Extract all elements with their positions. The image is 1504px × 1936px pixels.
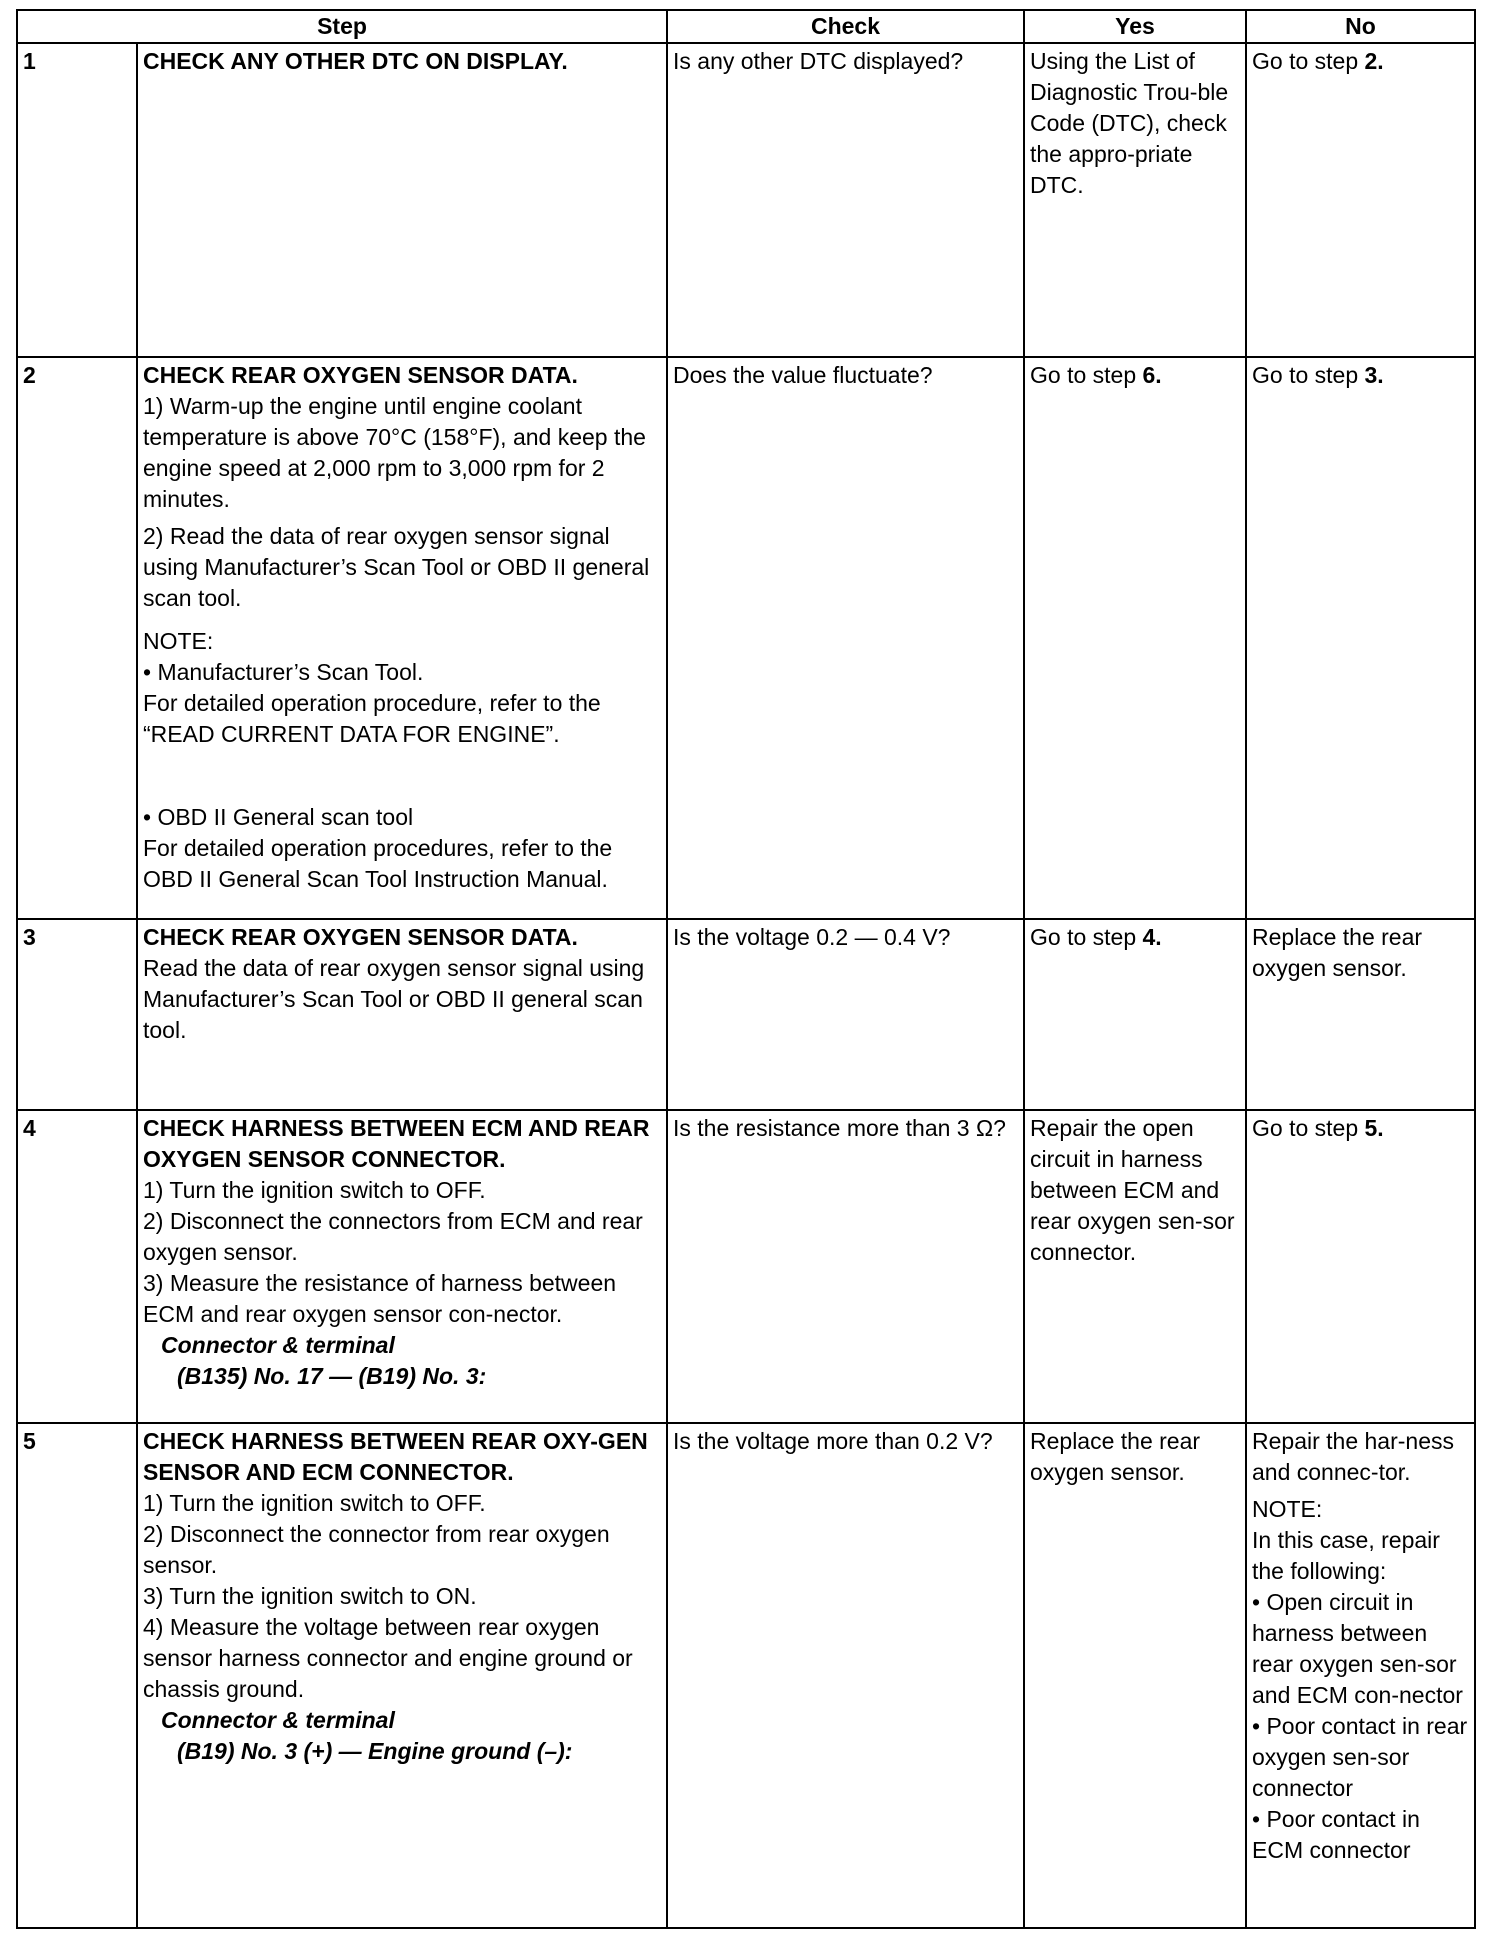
table-row (17, 1423, 1475, 1928)
connector-value: (B135) No. 17 — (B19) No. 3: (177, 1363, 487, 1389)
step-description (137, 1110, 667, 1423)
yes-text: Go to step (1030, 362, 1143, 388)
step-instruction: 2) Disconnect the connector from rear oxygen sensor. (143, 1521, 610, 1578)
step-number: 5 (17, 1423, 137, 1928)
table-row (17, 919, 1475, 1110)
step-instruction: 1) Turn the ignition switch to OFF. (143, 1177, 486, 1203)
header-step: Step (17, 10, 667, 43)
yes-cell (1024, 357, 1246, 919)
note-item-title: • OBD II General scan tool (143, 804, 414, 830)
no-step-ref: 2. (1364, 48, 1384, 74)
header-row (17, 10, 1475, 43)
yes-cell: Replace the rear oxygen sensor. (1024, 1423, 1246, 1928)
step-instruction: 1) Warm-up the engine until engine coolant temperature is above 70°C (158°F), and keep the engine speed at 2,000 rpm to 3,000 rpm for 2 minutes. (143, 393, 646, 512)
no-text: Repair the har-ness and connec-tor. (1252, 1428, 1454, 1485)
header-no: No (1246, 10, 1475, 43)
check-cell: Is the voltage more than 0.2 V? (667, 1423, 1024, 1928)
step-instruction: Read the data of rear oxygen sensor signal using Manufacturer’s Scan Tool or OBD II general scan tool. (143, 955, 645, 1043)
check-cell: Is any other DTC displayed? (667, 43, 1024, 357)
no-cell (1246, 1110, 1475, 1423)
step-title: CHECK REAR OXYGEN SENSOR DATA. (143, 924, 578, 950)
step-number: 2 (17, 357, 137, 919)
step-title: CHECK ANY OTHER DTC ON DISPLAY. (143, 48, 568, 74)
step-description (137, 357, 667, 919)
note-bullet: • Poor contact in rear oxygen sen-sor connector (1252, 1713, 1468, 1801)
note-item-text: For detailed operation procedure, refer to the “READ CURRENT DATA FOR ENGINE”. (143, 690, 601, 747)
no-cell (1246, 357, 1475, 919)
check-cell: Is the resistance more than 3 Ω? (667, 1110, 1024, 1423)
check-cell: Does the value fluctuate? (667, 357, 1024, 919)
header-check: Check (667, 10, 1024, 43)
note-item-title: • Manufacturer’s Scan Tool. (143, 659, 424, 685)
step-description (137, 43, 667, 357)
step-description (137, 919, 667, 1110)
yes-text: Go to step (1030, 924, 1143, 950)
table-row (17, 357, 1475, 919)
step-instruction: 2) Read the data of rear oxygen sensor signal using Manufacturer’s Scan Tool or OBD II general scan tool. (143, 523, 650, 611)
table-row (17, 43, 1475, 357)
step-number: 3 (17, 919, 137, 1110)
table-row (17, 1110, 1475, 1423)
note-bullet: • Poor contact in ECM connector (1252, 1806, 1420, 1863)
yes-cell: Repair the open circuit in harness between ECM and rear oxygen sen-sor connector. (1024, 1110, 1246, 1423)
step-instruction: 3) Measure the resistance of harness between ECM and rear oxygen sensor con-nector. (143, 1270, 617, 1327)
yes-step-ref: 6. (1142, 362, 1162, 388)
step-number: 1 (17, 43, 137, 357)
note-label: NOTE: (143, 628, 214, 654)
no-cell (1246, 1423, 1475, 1928)
step-instruction: 3) Turn the ignition switch to ON. (143, 1583, 477, 1609)
diagnostic-table (16, 9, 1476, 1929)
note-item-text: For detailed operation procedures, refer to the OBD II General Scan Tool Instruction Manual. (143, 835, 613, 892)
connector-value: (B19) No. 3 (+) — Engine ground (–): (177, 1738, 573, 1764)
step-title: CHECK HARNESS BETWEEN REAR OXY-GEN SENSOR AND ECM CONNECTOR. (143, 1428, 648, 1485)
step-instruction: 1) Turn the ignition switch to OFF. (143, 1490, 486, 1516)
no-step-ref: 5. (1364, 1115, 1384, 1141)
yes-step-ref: 4. (1142, 924, 1162, 950)
yes-cell: Using the List of Diagnostic Trou-ble Code (DTC), check the appro-priate DTC. (1024, 43, 1246, 357)
no-step-ref: 3. (1364, 362, 1384, 388)
note-label: NOTE: (1252, 1496, 1323, 1522)
step-number: 4 (17, 1110, 137, 1423)
step-description (137, 1423, 667, 1928)
connector-label: Connector & terminal (161, 1707, 395, 1733)
step-title: CHECK REAR OXYGEN SENSOR DATA. (143, 362, 578, 388)
connector-label: Connector & terminal (161, 1332, 395, 1358)
check-cell: Is the voltage 0.2 — 0.4 V? (667, 919, 1024, 1110)
no-text: Go to step (1252, 362, 1365, 388)
step-title: CHECK HARNESS BETWEEN ECM AND REAR OXYGEN SENSOR CONNECTOR. (143, 1115, 650, 1172)
note-bullet: • Open circuit in harness between rear oxygen sen-sor and ECM con-nector (1252, 1589, 1463, 1708)
no-text: Go to step (1252, 1115, 1365, 1141)
no-cell: Replace the rear oxygen sensor. (1246, 919, 1475, 1110)
header-yes: Yes (1024, 10, 1246, 43)
no-text: Go to step (1252, 48, 1365, 74)
yes-cell (1024, 919, 1246, 1110)
note-text: In this case, repair the following: (1252, 1527, 1440, 1584)
no-cell (1246, 43, 1475, 357)
step-instruction: 2) Disconnect the connectors from ECM and rear oxygen sensor. (143, 1208, 643, 1265)
step-instruction: 4) Measure the voltage between rear oxygen sensor harness connector and engine ground or chassis ground. (143, 1614, 633, 1702)
